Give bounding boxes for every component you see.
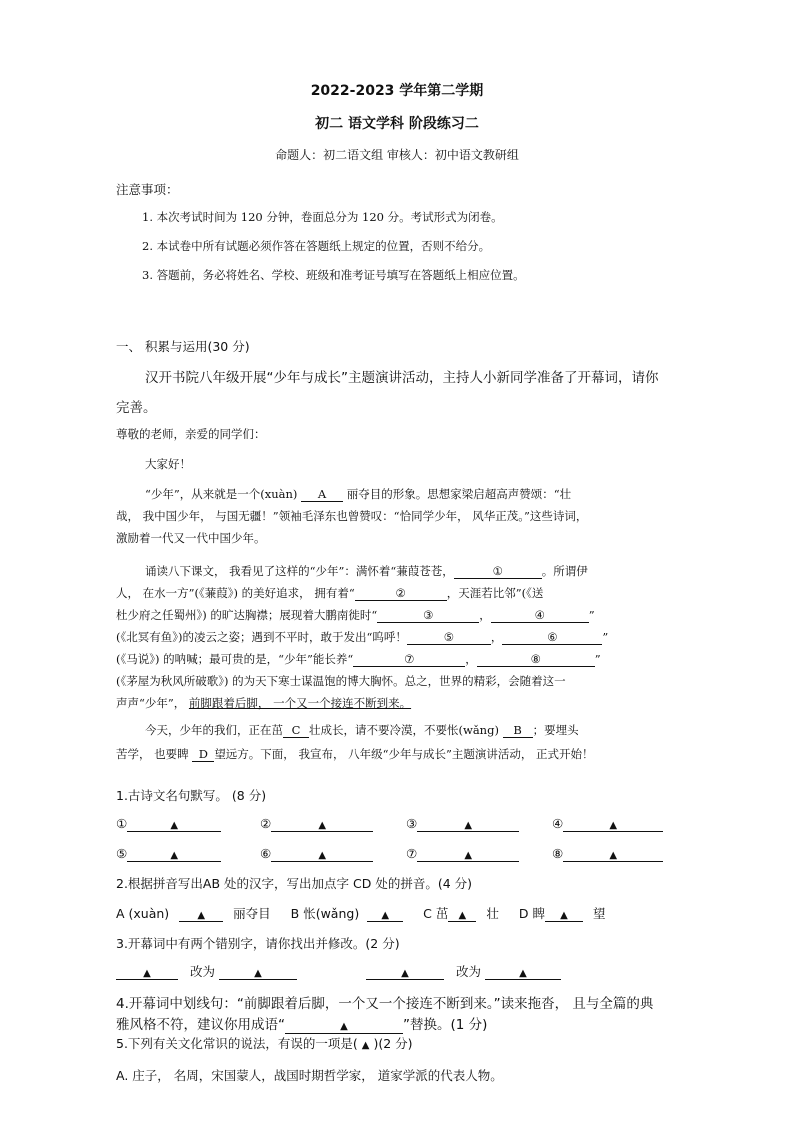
notice-item-1: 1. 本次考试时间为 120 分钟，卷面总分为 120 分。考试形式为闭卷。 <box>142 210 503 224</box>
question-1: 1.古诗文名句默写。 (8 分) <box>116 788 267 803</box>
answer-blank-2: ▲ <box>271 817 373 832</box>
answer-blank-5: ▲ <box>127 847 221 862</box>
speech-p2-line1: 诵读八下课文， 我看见了这样的“少年”：满怀着“蒹葭苍苍， ① 。所谓伊 <box>145 564 588 578</box>
question-5: 5.下列有关文化常识的说法，有误的一项是( ▲ )(2 分) <box>116 1036 413 1051</box>
blank-8: ⑧ <box>477 653 595 667</box>
blank-5: ⑤ <box>407 631 491 645</box>
q5-option-a: A. 庄子， 名周，宋国蒙人，战国时期哲学家， 道家学派的代表人物。 <box>116 1068 503 1083</box>
greeting: 大家好！ <box>145 457 191 471</box>
q1-answer-2: ② ▲ <box>260 816 373 832</box>
blank-7: ⑦ <box>353 653 465 667</box>
q2-blank-c: ▲ <box>448 907 476 922</box>
question-3: 3.开幕词中有两个错别字，请你找出并修改。(2 分) <box>116 936 400 951</box>
q3-blank-fix-1: ▲ <box>219 965 297 980</box>
answer-blank-4: ▲ <box>563 817 663 832</box>
speech-p2-line2: 人， 在水一方”(《蒹葭》) 的美好追求， 拥有着“ ② ，天涯若比邻”(《送 <box>116 586 544 600</box>
blank-3: ③ <box>377 609 479 623</box>
question-4: 4.开幕词中划线句：“前脚跟着后脚，一个又一个接连不断到来。”读来拖沓， 且与全篇的典 <box>116 996 654 1012</box>
exam-authors: 命题人：初二语文组 审核人：初中语文教研组 <box>275 148 519 162</box>
q3-blank-wrong-2: ▲ <box>366 965 444 980</box>
speech-p2-line7: 声声“少年”， 前脚跟着后脚， 一个又一个接连不断到来。 <box>116 696 412 710</box>
speech-p1-line2: 哉， 我中国少年， 与国无疆！”领袖毛泽东也曾赞叹：“恰同学少年， 风华正茂。”这些诗词， <box>116 509 588 523</box>
notice-title: 注意事项： <box>116 182 179 197</box>
blank-1: ① <box>454 565 542 579</box>
speech-p2-line3: 杜少府之任蜀州》) 的旷达胸襟；展现着大鹏南徙时“ ③ ， ④ ” <box>116 608 595 622</box>
q3-answer-2: ▲ 改为 ▲ <box>366 962 561 980</box>
section-heading: 一、 积累与运用(30 分) <box>116 339 250 354</box>
q2-blank-b: ▲ <box>367 907 403 922</box>
exam-term-title: 2022-2023 学年第二学期 <box>310 83 484 99</box>
q1-answer-7: ⑦ ▲ <box>406 846 519 862</box>
speech-p3-line2: 苦学， 也要睥 D 望远方。下面， 我宣布， 八年级“少年与成长”主题演讲活动， 正式开始！ <box>116 747 594 761</box>
section-intro: 汉开书院八年级开展“少年与成长”主题演讲活动，主持人小新同学准备了开幕词，请你 <box>145 370 659 386</box>
blank-d: D <box>192 748 214 762</box>
underlined-sentence: 前脚跟着后脚， 一个又一个接连不断到来。 <box>188 696 412 710</box>
q1-answer-3: ③ ▲ <box>406 816 519 832</box>
notice-item-2: 2. 本试卷中所有试题必须作答在答题纸上规定的位置，否则不给分。 <box>142 239 491 253</box>
q3-blank-fix-2: ▲ <box>485 965 561 980</box>
speech-p1-line3: 激励着一代又一代中国少年。 <box>116 531 266 545</box>
blank-a: A <box>301 488 343 502</box>
q5-blank: ▲ <box>361 1040 370 1051</box>
blank-4: ④ <box>491 609 589 623</box>
q4-blank: ▲ <box>285 1018 403 1034</box>
exam-title: 初二 语文学科 阶段练习二 <box>315 116 479 132</box>
q2-blank-a: ▲ <box>179 907 223 922</box>
question-4-cont: 雅风格不符，建议你用成语“ ▲ ”替换。(1 分) <box>116 1017 488 1033</box>
q1-answer-6: ⑥ ▲ <box>260 846 373 862</box>
salutation: 尊敬的老师，亲爱的同学们： <box>116 427 266 441</box>
q1-answer-5: ⑤ ▲ <box>116 846 221 862</box>
q3-blank-wrong-1: ▲ <box>116 965 178 980</box>
notice-item-3: 3. 答题前，务必将姓名、学校、班级和准考证号填写在答题纸上相应位置。 <box>142 268 525 282</box>
answer-blank-7: ▲ <box>417 847 519 862</box>
speech-p2-line5: (《马说》) 的呐喊；最可贵的是，“少年”能长养“ ⑦ ， ⑧ ” <box>116 652 601 666</box>
speech-p2-line6: (《茅屋为秋风所破歌》) 的为天下寒士谋温饱的博大胸怀。总之，世界的精彩，会随着这一 <box>116 674 566 688</box>
blank-b: B <box>503 724 533 738</box>
q2-blank-d: ▲ <box>545 907 583 922</box>
speech-p2-line4: (《北冥有鱼》)的凌云之姿；遇到不平时，敢于发出“呜呼！ ⑤ ， ⑥ ” <box>116 630 609 644</box>
speech-p1-line1: “少年”，从来就是一个(xuàn) A 丽夺目的形象。思想家梁启超高声赞颂：“壮 <box>145 487 572 501</box>
question-2: 2.根据拼音写出AB 处的汉字，写出加点字 CD 处的拼音。(4 分) <box>116 876 473 891</box>
blank-c: C <box>283 724 309 738</box>
answer-blank-1: ▲ <box>127 817 221 832</box>
blank-6: ⑥ <box>502 631 602 645</box>
answer-blank-6: ▲ <box>271 847 373 862</box>
section-intro-cont: 完善。 <box>116 400 157 416</box>
q3-answer-1: ▲ 改为 ▲ <box>116 962 297 980</box>
q1-answer-1: ① ▲ <box>116 816 221 832</box>
q1-answer-4: ④ ▲ <box>552 816 663 832</box>
answer-blank-8: ▲ <box>563 847 663 862</box>
blank-2: ② <box>355 587 447 601</box>
answer-blank-3: ▲ <box>417 817 519 832</box>
q1-answer-8: ⑧ ▲ <box>552 846 663 862</box>
speech-p3-line1: 今天，少年的我们，正在茁 C 壮成长，请不要冷漠，不要怅(wǎng) B ；要埋头 <box>145 723 579 737</box>
q2-answers: A (xuàn) ▲ 丽夺目 B 怅(wǎng) ▲ C 茁 ▲ 壮 D 睥 ▲ 望 <box>116 906 606 921</box>
